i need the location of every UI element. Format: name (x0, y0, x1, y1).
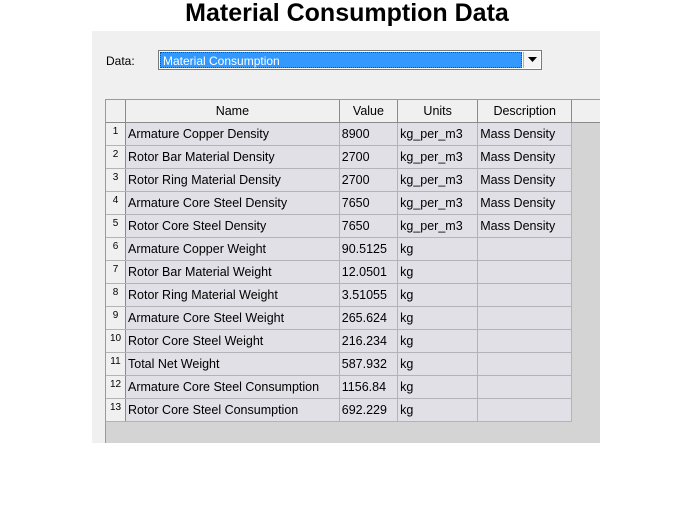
table-row[interactable] (106, 122, 600, 145)
data-selector-value[interactable]: Material Consumption (160, 52, 522, 68)
cell-units[interactable]: kg (398, 352, 478, 375)
row-number[interactable]: 10 (106, 329, 126, 352)
cell-value[interactable]: 12.0501 (339, 260, 397, 283)
cell-description[interactable]: Mass Density (478, 168, 572, 191)
cell-units[interactable]: kg (398, 329, 478, 352)
cell-description[interactable] (478, 375, 572, 398)
row-number[interactable]: 3 (106, 168, 126, 191)
column-header-name[interactable]: Name (126, 100, 340, 122)
table-corner-cell (106, 100, 126, 122)
row-number[interactable]: 11 (106, 352, 126, 375)
cell-value[interactable]: 587.932 (339, 352, 397, 375)
table-header-row (106, 100, 600, 122)
cell-name[interactable]: Rotor Ring Material Density (126, 168, 340, 191)
row-number[interactable]: 13 (106, 398, 126, 421)
cell-value[interactable]: 8900 (339, 122, 397, 145)
cell-name[interactable]: Armature Core Steel Density (126, 191, 340, 214)
cell-units[interactable]: kg (398, 260, 478, 283)
cell-description[interactable] (478, 283, 572, 306)
cell-name[interactable]: Rotor Core Steel Consumption (126, 398, 340, 421)
cell-units[interactable]: kg_per_m3 (398, 145, 478, 168)
table-row[interactable] (106, 260, 600, 283)
table-row[interactable] (106, 191, 600, 214)
cell-description[interactable]: Mass Density (478, 214, 572, 237)
dropdown-button[interactable] (523, 52, 540, 68)
row-number[interactable]: 5 (106, 214, 126, 237)
row-number[interactable]: 9 (106, 306, 126, 329)
cell-description[interactable] (478, 306, 572, 329)
row-number[interactable]: 1 (106, 122, 126, 145)
cell-description[interactable] (478, 352, 572, 375)
table-row[interactable] (106, 237, 600, 260)
chevron-down-icon (528, 57, 537, 63)
cell-units[interactable]: kg (398, 237, 478, 260)
row-number[interactable]: 12 (106, 375, 126, 398)
cell-description[interactable]: Mass Density (478, 191, 572, 214)
cell-units[interactable]: kg (398, 375, 478, 398)
table-row[interactable] (106, 329, 600, 352)
cell-value[interactable]: 1156.84 (339, 375, 397, 398)
cell-description[interactable] (478, 398, 572, 421)
column-header-value[interactable]: Value (339, 100, 397, 122)
row-number[interactable]: 8 (106, 283, 126, 306)
cell-units[interactable]: kg_per_m3 (398, 214, 478, 237)
cell-name[interactable]: Armature Copper Density (126, 122, 340, 145)
data-panel (92, 31, 600, 443)
table-row[interactable] (106, 398, 600, 421)
cell-description[interactable] (478, 260, 572, 283)
cell-name[interactable]: Armature Core Steel Weight (126, 306, 340, 329)
cell-units[interactable]: kg (398, 283, 478, 306)
table-row[interactable] (106, 214, 600, 237)
data-selector-dropdown[interactable] (158, 50, 542, 70)
table-row[interactable] (106, 375, 600, 398)
data-selector-label: Data: (106, 54, 135, 68)
table-row[interactable] (106, 306, 600, 329)
row-number[interactable]: 2 (106, 145, 126, 168)
cell-units[interactable]: kg (398, 398, 478, 421)
data-table (105, 99, 600, 443)
column-header-filler (572, 100, 600, 122)
cell-description[interactable] (478, 237, 572, 260)
cell-description[interactable] (478, 329, 572, 352)
cell-name[interactable]: Rotor Bar Material Weight (126, 260, 340, 283)
cell-value[interactable]: 2700 (339, 145, 397, 168)
cell-value[interactable]: 2700 (339, 168, 397, 191)
table-row[interactable] (106, 352, 600, 375)
table-row[interactable] (106, 145, 600, 168)
cell-value[interactable]: 90.5125 (339, 237, 397, 260)
column-header-units[interactable]: Units (398, 100, 478, 122)
cell-value[interactable]: 7650 (339, 191, 397, 214)
cell-description[interactable]: Mass Density (478, 122, 572, 145)
column-header-description[interactable]: Description (478, 100, 572, 122)
row-number[interactable]: 7 (106, 260, 126, 283)
cell-value[interactable]: 7650 (339, 214, 397, 237)
row-number[interactable]: 6 (106, 237, 126, 260)
page-title: Material Consumption Data (185, 0, 509, 27)
cell-value[interactable]: 692.229 (339, 398, 397, 421)
cell-name[interactable]: Rotor Core Steel Density (126, 214, 340, 237)
table-row[interactable] (106, 168, 600, 191)
data-grid (106, 100, 600, 422)
cell-name[interactable]: Rotor Core Steel Weight (126, 329, 340, 352)
cell-units[interactable]: kg_per_m3 (398, 122, 478, 145)
cell-units[interactable]: kg (398, 306, 478, 329)
cell-value[interactable]: 265.624 (339, 306, 397, 329)
cell-name[interactable]: Total Net Weight (126, 352, 340, 375)
cell-description[interactable]: Mass Density (478, 145, 572, 168)
cell-name[interactable]: Armature Core Steel Consumption (126, 375, 340, 398)
cell-value[interactable]: 3.51055 (339, 283, 397, 306)
row-number[interactable]: 4 (106, 191, 126, 214)
table-row[interactable] (106, 283, 600, 306)
cell-units[interactable]: kg_per_m3 (398, 191, 478, 214)
cell-name[interactable]: Rotor Ring Material Weight (126, 283, 340, 306)
cell-value[interactable]: 216.234 (339, 329, 397, 352)
cell-name[interactable]: Rotor Bar Material Density (126, 145, 340, 168)
cell-units[interactable]: kg_per_m3 (398, 168, 478, 191)
cell-name[interactable]: Armature Copper Weight (126, 237, 340, 260)
